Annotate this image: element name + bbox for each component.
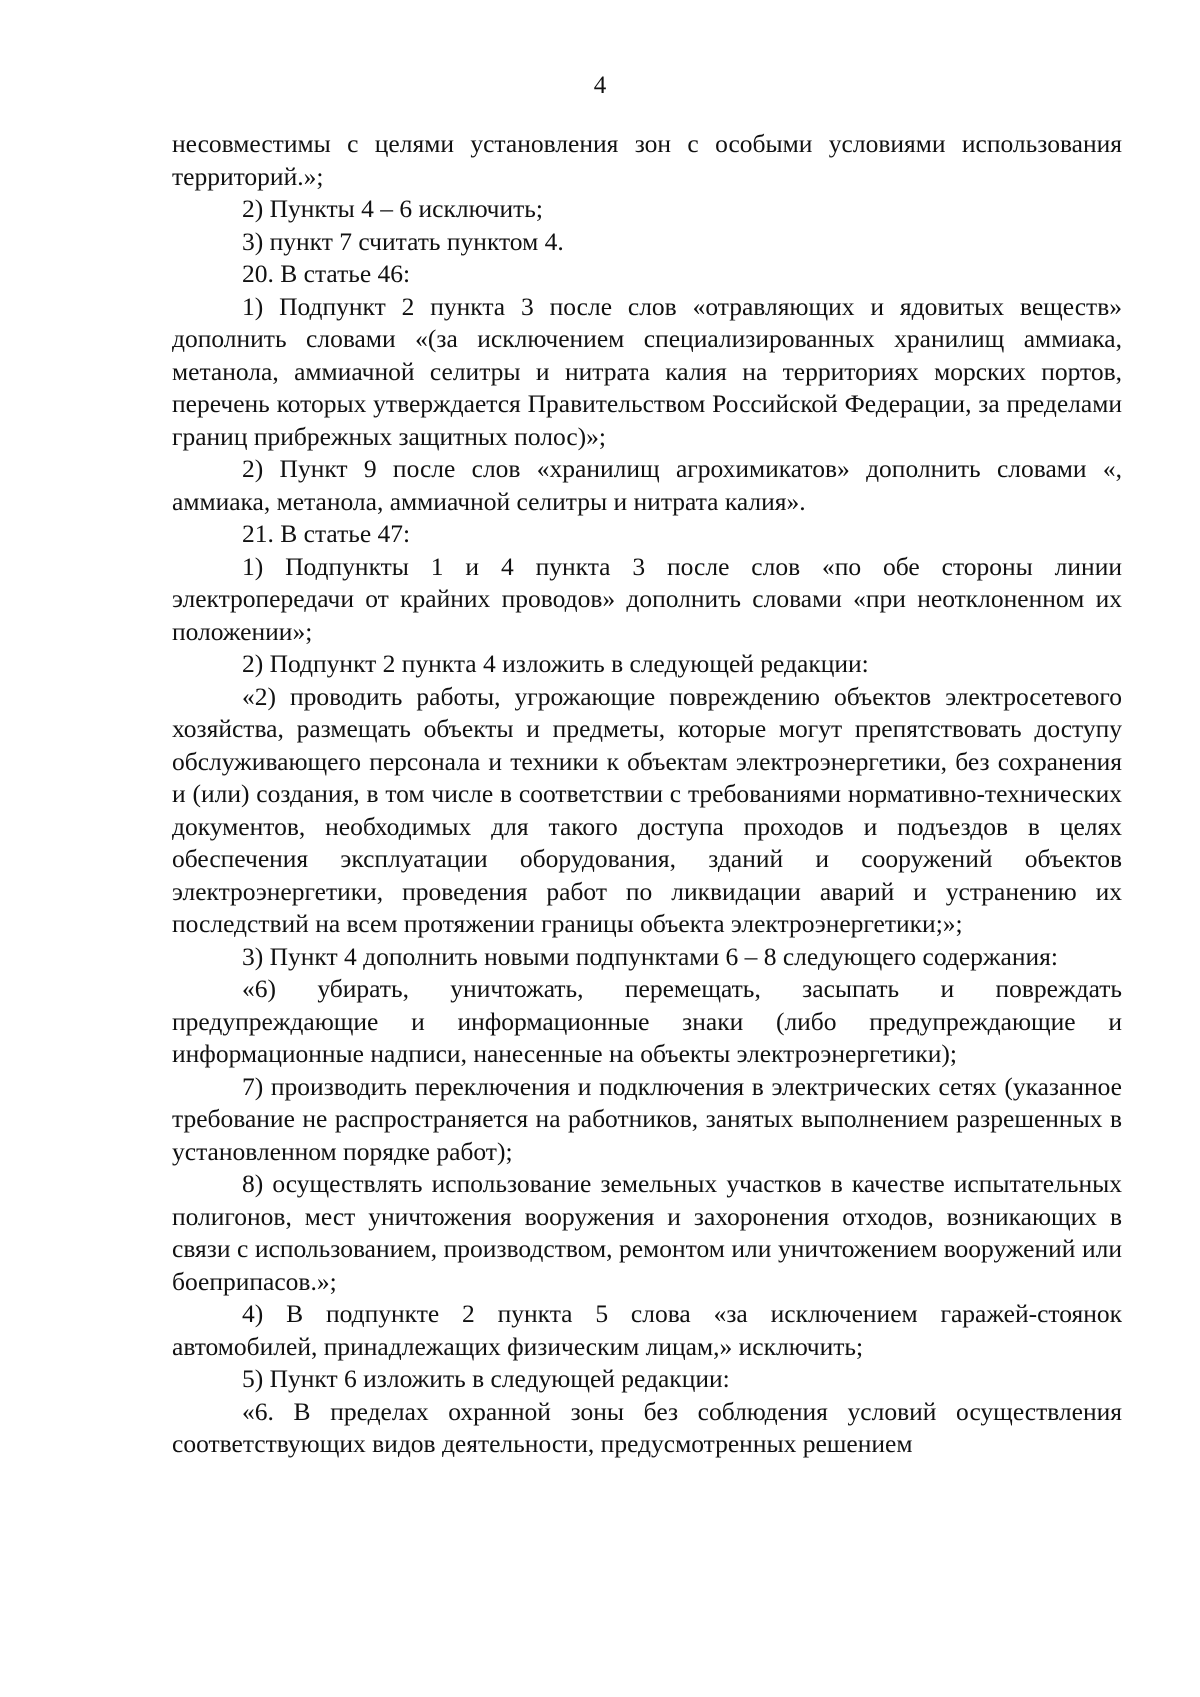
paragraph-continuation: несовместимы с целями установления зон с особыми условиями использования территорий.»; [172,129,1122,191]
paragraph-item: 5) Пункт 6 изложить в следующей редакции: [242,1364,730,1393]
paragraph-quote: «6) убирать, уничтожать, перемещать, засыпать и повреждать предупреждающие и информационные знаки (либо предупреждающие и информационные надписи, нанесенные на объекты электроэнергетики); [172,974,1122,1068]
paragraph-quote: 7) производить переключения и подключения в электрических сетях (указанное требование не распространяется на работников, занятых выполнением разрешенных в установленном порядке работ); [172,1071,1122,1166]
paragraph-item: 3) пункт 7 считать пунктом 4. [242,226,564,256]
section-heading: 21. В статье 47: [242,519,411,548]
paragraph-item: 4) В подпункте 2 пункта 5 слова «за исключением гаражей-стоянок автомобилей, принадлежащих физическим лицам,» исключить; [172,1299,1122,1361]
paragraph-item: 3) Пункт 4 дополнить новыми подпунктами 6 – 8 следующего содержания: [242,941,1058,971]
paragraph-quote: «2) проводить работы, угрожающие повреждению объектов электросетевого хозяйства, размещать объекты и предметы, которые могут препятствовать доступу обслуживающего персонала и техники к объектам электроэнергетики, без сохранения и (или) создания, в том числе в соответствии с требованиями нормативно-технических документов, необходимых для такого доступа проходов и подъездов в целях обеспечения эксплуатации оборудования, зданий и сооружений объектов электроэнергетики, проведения работ по ликвидации аварий и устранению их последствий на всем протяжении границы объекта электроэнергетики;»; [172,681,1122,938]
paragraph-item: 2) Пункт 9 после слов «хранилищ агрохимикатов» дополнить словами «, аммиака, метанола, аммиачной селитры и нитрата калия». [172,454,1122,516]
paragraph-item: 1) Подпункты 1 и 4 пункта 3 после слов «по обе стороны линии электропередачи от крайних проводов» дополнить словами «при неотклоненном их положении»; [172,551,1122,646]
section-heading: 20. В статье 46: [242,259,411,288]
paragraph-item: 1) Подпункт 2 пункта 3 после слов «отравляющих и ядовитых веществ» дополнить словами «(за исключением специализированных хранилищ аммиака, метанола, аммиачной селитры и нитрата калия на территориях морских портов, перечень которых утверждается Правительством Российской Федерации, за пределами границ прибрежных защитных полос)»; [172,291,1122,451]
paragraph-item: 2) Подпункт 2 пункта 4 изложить в следующей редакции: [242,649,869,678]
paragraph-quote: 8) осуществлять использование земельных участков в качестве испытательных полигонов, мест уничтожения вооружения и захоронения отходов, возникающих в связи с использованием, производством, ремонтом или уничтожением вооружений или боеприпасов.»; [172,1169,1122,1296]
paragraph-item: 2) Пункты 4 – 6 исключить; [242,194,543,223]
document-body [172,128,1122,1461]
page-number: 4 [593,72,607,99]
paragraph-quote: «6. В пределах охранной зоны без соблюдения условий осуществления соответствующих видов деятельности, предусмотренных решением [172,1396,1122,1458]
